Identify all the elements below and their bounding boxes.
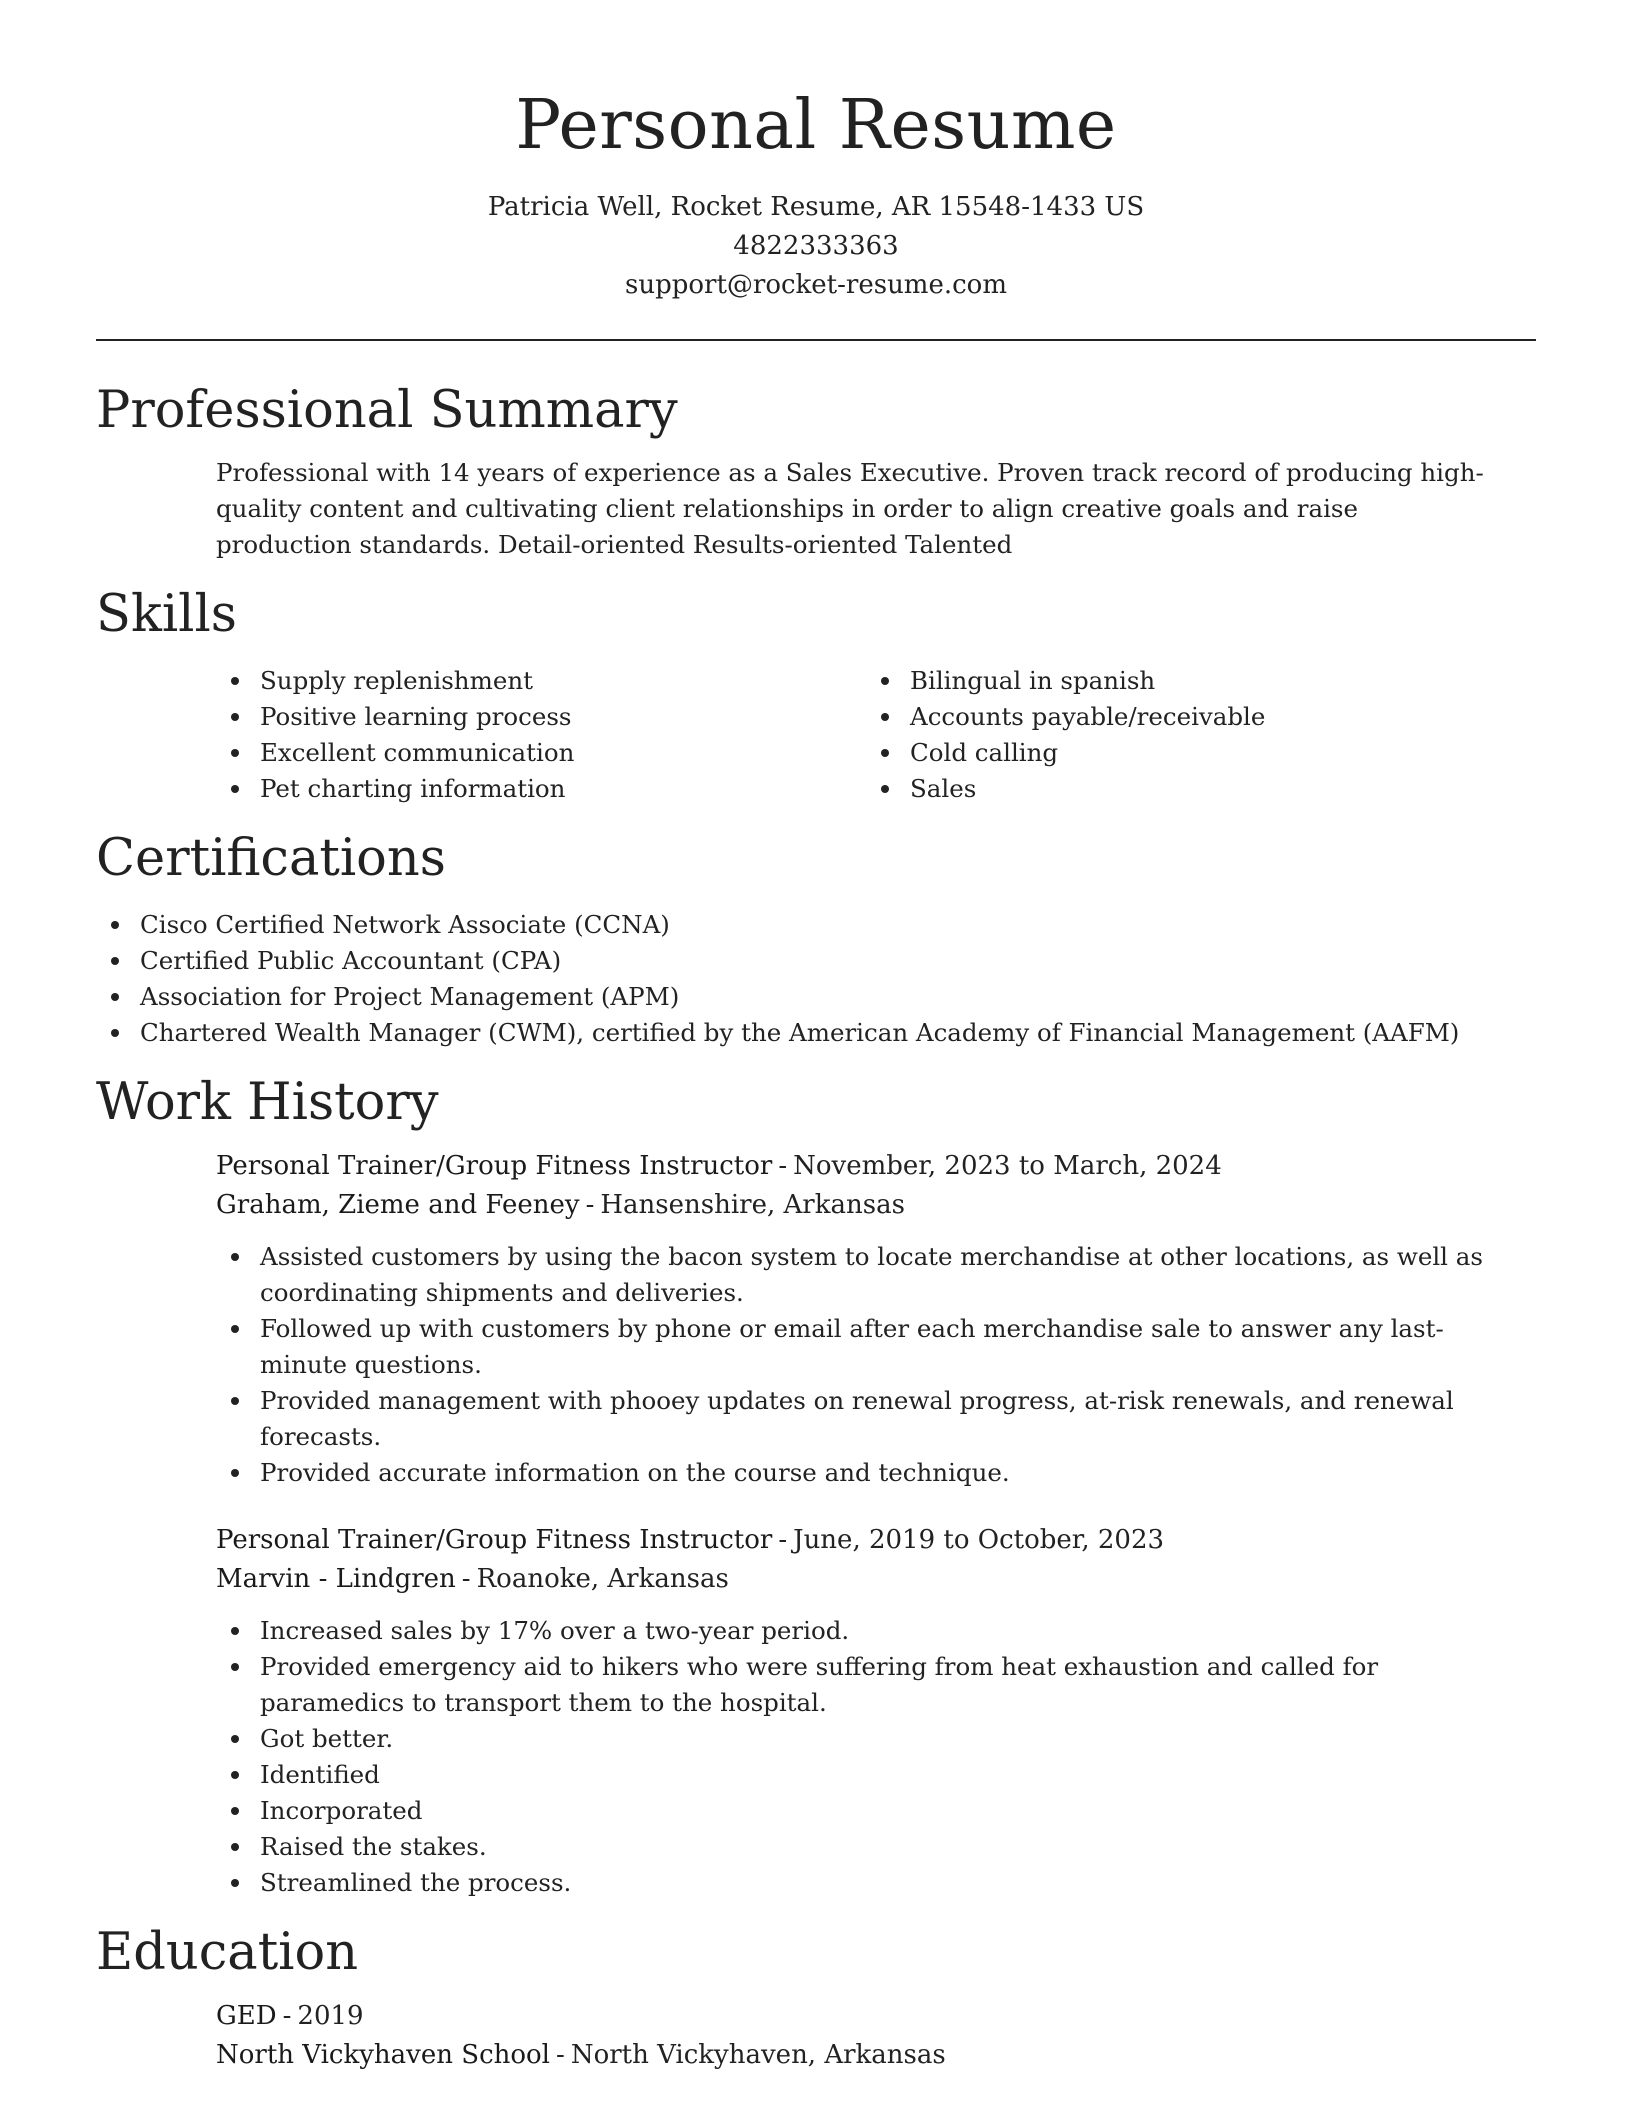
list-item: Bilingual in spanish bbox=[866, 663, 1516, 699]
job-location: Hansenshire, Arkansas bbox=[600, 1190, 905, 1220]
list-item: Accounts payable/receivable bbox=[866, 699, 1516, 735]
list-item: Pet charting information bbox=[216, 771, 866, 807]
skills-list-left bbox=[216, 663, 866, 807]
list-item: Excellent communication bbox=[216, 735, 866, 771]
contact-email: support@rocket-resume.com bbox=[624, 270, 1007, 300]
summary-text: Professional with 14 years of experience as a Sales Executive. Proven track record of producing high-quality content and cultivating client relationships in order to align creative goals and raise production standards. Detail-oriented Results-oriented Talented bbox=[216, 458, 1484, 559]
certifications-list bbox=[96, 907, 1536, 1051]
resume-title: Personal Resume bbox=[515, 86, 1117, 165]
education-degree-line bbox=[216, 1997, 1536, 2036]
skills-grid bbox=[216, 663, 1536, 807]
list-item: Assisted customers by using the bacon system to locate merchandise at other locations, as well as coordinating shipments and deliveries. bbox=[216, 1239, 1516, 1311]
list-item: Streamlined the process. bbox=[216, 1865, 1516, 1901]
header-divider bbox=[96, 339, 1536, 341]
list-item: Incorporated bbox=[216, 1793, 1516, 1829]
education-school-line bbox=[216, 2036, 1536, 2075]
separator: - bbox=[282, 2001, 292, 2031]
job-org-line bbox=[216, 1186, 1536, 1225]
list-item: Cisco Certified Network Associate (CCNA) bbox=[96, 907, 1536, 943]
job-company: Graham, Zieme and Feeney bbox=[216, 1190, 580, 1220]
certifications-heading: Certifications bbox=[96, 829, 446, 888]
list-item: Sales bbox=[866, 771, 1516, 807]
list-item: Got better. bbox=[216, 1721, 1516, 1757]
job-bullets bbox=[216, 1239, 1536, 1491]
education-section bbox=[96, 1923, 1536, 2075]
list-item: Certified Public Accountant (CPA) bbox=[96, 943, 1536, 979]
skills-heading: Skills bbox=[96, 585, 237, 644]
contact-phone: 4822333363 bbox=[733, 231, 899, 261]
education-entry bbox=[216, 1997, 1536, 2075]
job-role: Personal Trainer/Group Fitness Instructor bbox=[216, 1151, 773, 1181]
job-dates: November, 2023 to March, 2024 bbox=[793, 1151, 1222, 1181]
resume-page bbox=[96, 0, 1536, 2075]
list-item: Provided management with phooey updates on renewal progress, at-risk renewals, and renewal forecasts. bbox=[216, 1383, 1516, 1455]
separator: - bbox=[556, 2040, 565, 2070]
education-degree: GED bbox=[216, 2001, 277, 2031]
work-section bbox=[96, 1073, 1536, 1901]
list-item: Raised the stakes. bbox=[216, 1829, 1516, 1865]
job-org-line bbox=[216, 1560, 1536, 1599]
list-item: Followed up with customers by phone or email after each merchandise sale to answer any last-minute questions. bbox=[216, 1311, 1516, 1383]
education-location: North Vickyhaven, Arkansas bbox=[570, 2040, 946, 2070]
skills-list-right bbox=[866, 663, 1516, 807]
list-item: Identified bbox=[216, 1757, 1516, 1793]
summary-section bbox=[96, 381, 1536, 563]
resume-header bbox=[96, 88, 1536, 305]
education-year: 2019 bbox=[297, 2001, 364, 2031]
separator: - bbox=[778, 1151, 788, 1181]
separator: - bbox=[461, 1564, 471, 1594]
job-title-line bbox=[216, 1147, 1536, 1186]
list-item: Supply replenishment bbox=[216, 663, 866, 699]
job-role: Personal Trainer/Group Fitness Instructor bbox=[216, 1525, 773, 1555]
summary-heading: Professional Summary bbox=[96, 381, 678, 440]
job-company: Marvin - Lindgren bbox=[216, 1564, 456, 1594]
separator: - bbox=[585, 1190, 595, 1220]
job-dates: June, 2019 to October, 2023 bbox=[793, 1525, 1165, 1555]
job-location: Roanoke, Arkansas bbox=[476, 1564, 729, 1594]
list-item: Chartered Wealth Manager (CWM), certified by the American Academy of Financial Management (AAFM) bbox=[96, 1015, 1536, 1051]
education-school: North Vickyhaven School bbox=[216, 2040, 551, 2070]
list-item: Provided emergency aid to hikers who were suffering from heat exhaustion and called for paramedics to transport them to the hospital. bbox=[216, 1649, 1516, 1721]
list-item: Association for Project Management (APM) bbox=[96, 979, 1536, 1015]
contact-address: Patricia Well, Rocket Resume, AR 15548-1433 US bbox=[487, 192, 1145, 222]
skills-section bbox=[96, 585, 1536, 807]
certifications-section bbox=[96, 829, 1536, 1051]
job-entry bbox=[216, 1521, 1536, 1901]
list-item: Positive learning process bbox=[216, 699, 866, 735]
education-heading: Education bbox=[96, 1923, 359, 1982]
list-item: Cold calling bbox=[866, 735, 1516, 771]
list-item: Increased sales by 17% over a two-year period. bbox=[216, 1613, 1516, 1649]
list-item: Provided accurate information on the course and technique. bbox=[216, 1455, 1516, 1491]
job-entry bbox=[216, 1147, 1536, 1491]
work-heading: Work History bbox=[96, 1073, 439, 1132]
job-title-line bbox=[216, 1521, 1536, 1560]
separator: - bbox=[778, 1525, 788, 1555]
job-bullets bbox=[216, 1613, 1536, 1901]
